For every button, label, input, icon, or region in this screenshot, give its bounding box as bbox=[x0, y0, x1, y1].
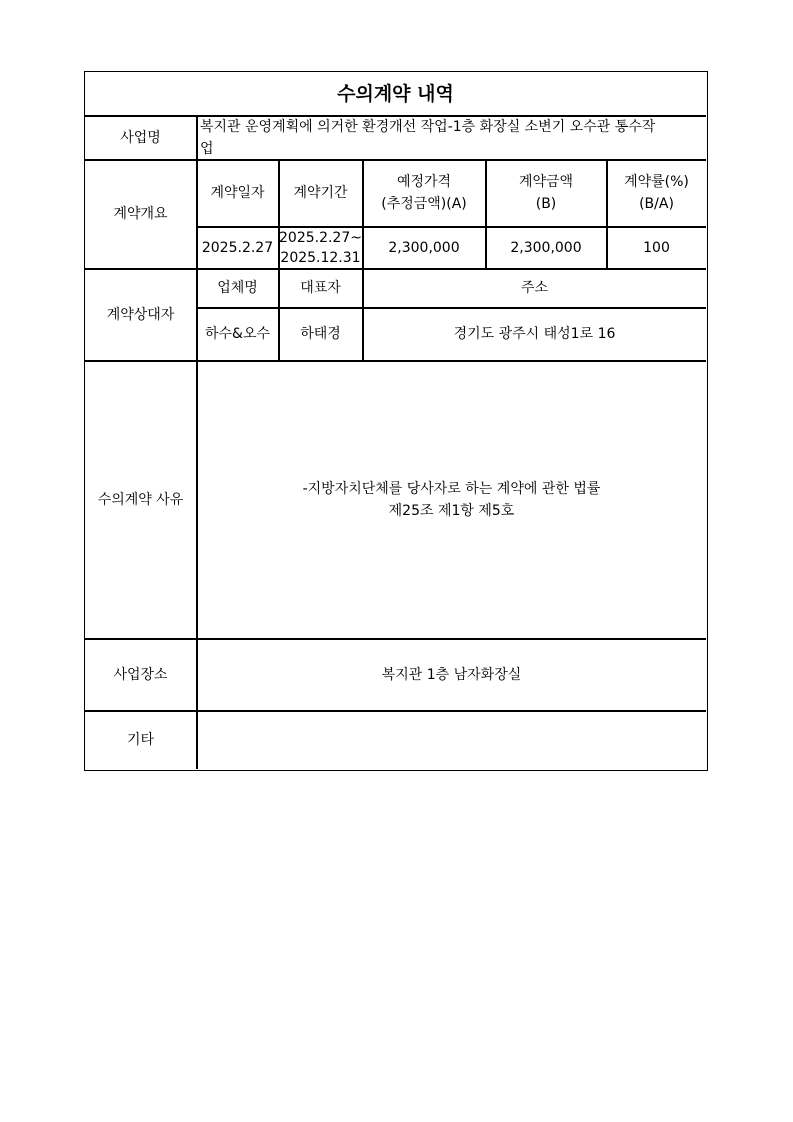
project-value-line1: 복지관 운영계획에 의거한 환경개선 작업-1층 화장실 소변기 오수관 통수작 bbox=[200, 118, 656, 135]
overview-label: 계약개요 bbox=[113, 206, 168, 222]
header-contract-amount bbox=[486, 160, 606, 226]
period-start: 2025.2.27~ bbox=[279, 229, 362, 246]
header-estimated-line1: 예정가격 bbox=[396, 174, 452, 190]
location-label: 사업장소 bbox=[113, 666, 168, 683]
header-amount-line2: (B) bbox=[535, 196, 557, 212]
reason-line1: -지방자치단체를 당사자로 하는 계약에 관한 법률 bbox=[302, 480, 601, 497]
value-contract-period bbox=[279, 227, 362, 268]
header-company: 업체명 bbox=[217, 280, 258, 296]
header-estimated-price bbox=[363, 160, 485, 226]
project-value bbox=[197, 116, 706, 159]
value-company: 하수&오수 bbox=[204, 326, 270, 342]
value-address: 경기도 광주시 태성1로 16 bbox=[453, 326, 616, 342]
header-contract-date: 계약일자 bbox=[210, 185, 265, 201]
contract-table bbox=[84, 71, 708, 771]
counterparty-label: 계약상대자 bbox=[106, 306, 175, 323]
header-contract-rate bbox=[607, 160, 706, 226]
header-amount-line1: 계약금액 bbox=[518, 174, 574, 190]
reason-value bbox=[197, 361, 706, 638]
etc-label: 기타 bbox=[126, 732, 155, 748]
header-rate-line1: 계약률(%) bbox=[624, 174, 689, 190]
reason-label: 수의계약 사유 bbox=[97, 491, 184, 508]
header-representative: 대표자 bbox=[300, 280, 341, 296]
project-label: 사업명 bbox=[120, 129, 161, 146]
etc-value bbox=[197, 711, 706, 769]
value-representative: 하태경 bbox=[300, 326, 341, 342]
reason-line2: 제25조 제1항 제5호 bbox=[388, 502, 515, 519]
header-rate-line2: (B/A) bbox=[639, 196, 674, 212]
value-contract-rate: 100 bbox=[643, 239, 670, 256]
project-value-line2: 업 bbox=[200, 140, 214, 157]
period-end: 2025.12.31 bbox=[280, 249, 361, 266]
value-contract-amount: 2,300,000 bbox=[510, 239, 582, 256]
value-estimated-price: 2,300,000 bbox=[388, 239, 460, 256]
header-address: 주소 bbox=[520, 280, 549, 296]
value-contract-date: 2025.2.27 bbox=[201, 239, 274, 256]
header-contract-period: 계약기간 bbox=[293, 185, 348, 201]
location-value: 복지관 1층 남자화장실 bbox=[381, 666, 522, 683]
page-title: 수의계약 내역 bbox=[337, 82, 454, 105]
header-estimated-line2: (추정금액)(A) bbox=[381, 196, 467, 212]
